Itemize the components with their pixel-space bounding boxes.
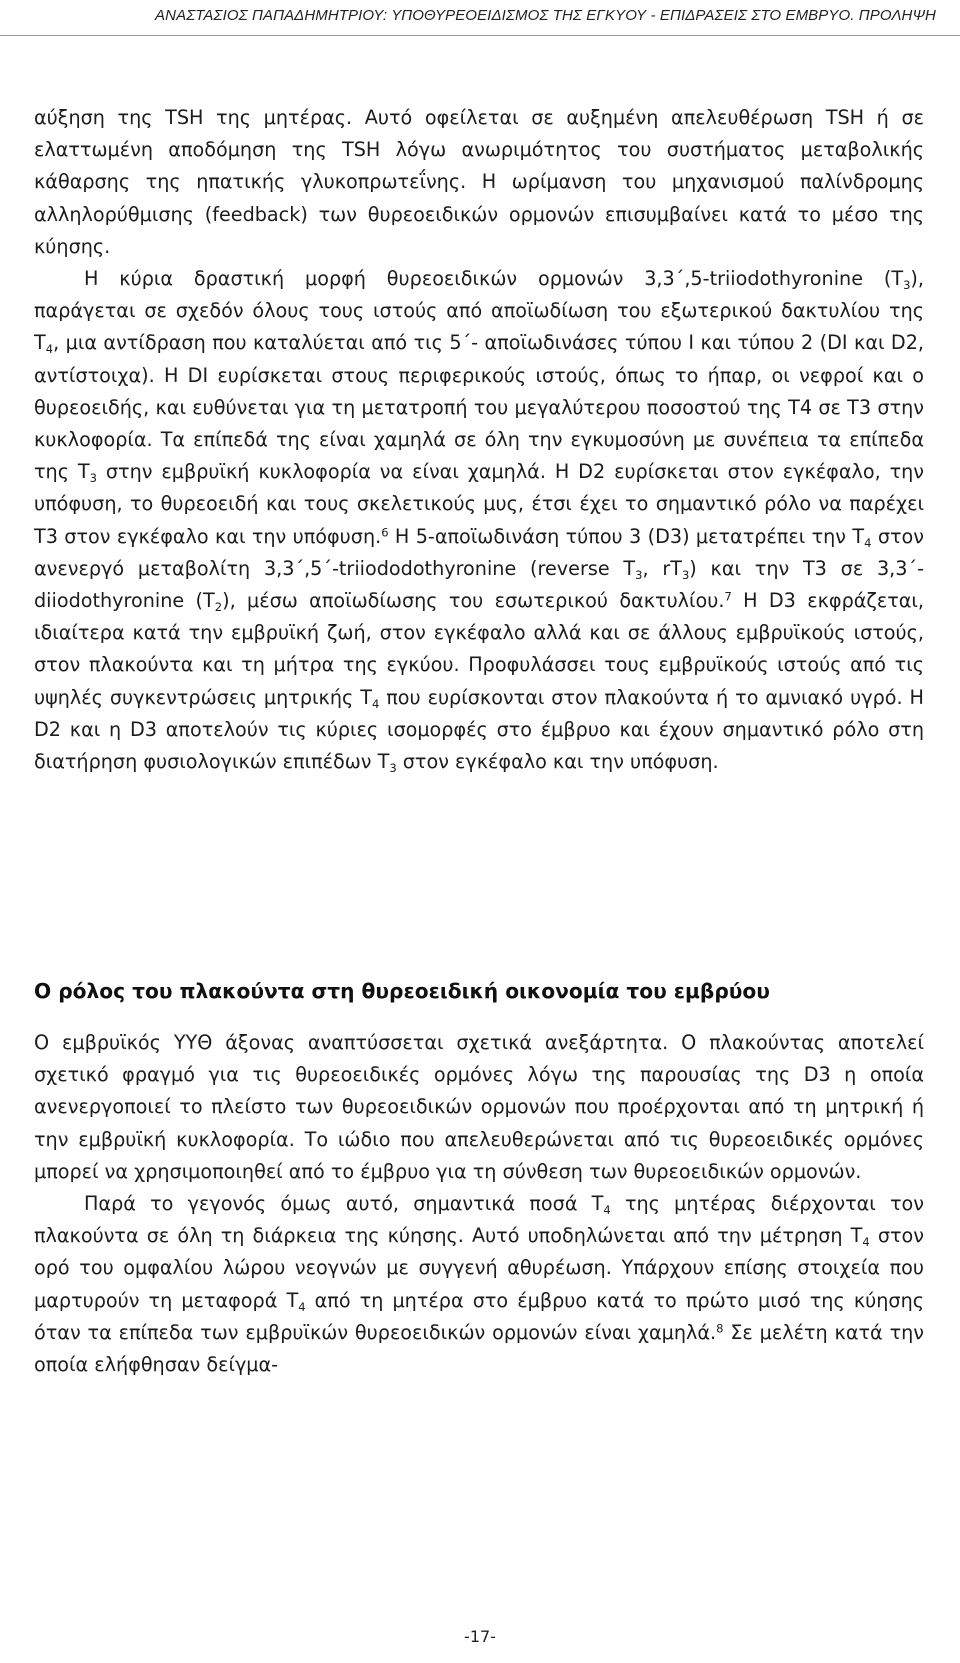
paragraph-maternal-t4-transfer [34, 1188, 924, 1381]
subscript: 4 [298, 1299, 306, 1314]
text-run: στον ορό του ομφαλίου λώρου νεογνών με συγγενή αθυρέωση. Υπάρχουν επίσης στοιχεία που μαρτυρούν τη μεταφορά T [34, 1224, 924, 1312]
text-run: στον ανενεργό μεταβολίτη 3,3΄,5΄-triiododothyronine (reverse T [34, 524, 924, 580]
text-run: , rT [642, 556, 682, 580]
header-rule [0, 35, 960, 36]
citation-8: 8 [716, 1321, 724, 1336]
subscript: 4 [862, 1235, 870, 1250]
subscript: 3 [681, 567, 690, 582]
paragraph-tsh-feedback: αύξηση της TSH της μητέρας. Αυτό οφείλεται σε αυξημένη απελευθέρωση TSH ή σε ελαττωμένη αποδόμηση της TSH λόγω ανωριμότητος του συστήματος μεταβολικής κάθαρσης της ηπατικής γλυκοπρωτεΐνης. Η ωρίμανση του μηχανισμού παλίνδρομης αλληλορύθμισης (feedback) των θυρεοειδικών ορμονών επισυμβαίνει κατά το μέσο της κύησης. [34, 106, 924, 258]
subscript: 3 [903, 278, 911, 293]
paragraph-placenta-barrier: Ο εμβρυϊκός ΥΥΘ άξονας αναπτύσσεται σχετικά ανεξάρτητα. Ο πλακούντας αποτελεί σχετικό φραγμό για τις θυρεοειδικές ορμόνες λόγω της παρουσίας της D3 η οποία ανενεργοποιεί το πλείστο των θυρεοειδικών ορμονών που προέρχονται από τη μητρική ή την εμβρυϊκή κυκλοφορία. Το ιώδιο που απελευθερώνεται από τις θυρεοειδικές ορμόνες μπορεί να χρησιμοποιηθεί από το έμβρυο για τη σύνθεση των θυρεοειδικών ορμονών. [34, 1031, 924, 1183]
page-number: -17- [464, 1627, 496, 1646]
text-run: που ευρίσκονται στον πλακούντα ή το αμνιακό υγρό. Η D2 και η D3 αποτελούν τις κύριες ισομορφές στο έμβρυο και έχουν σημαντικό ρόλο στη διατήρηση φυσιολογικών επιπέδων T [34, 685, 924, 774]
text-run: ), παράγεται σε σχεδόν όλους τους ιστούς από αποϊωδίωση του εξωτερικού δακτυλίου της T [34, 267, 924, 355]
running-header: ΑΝΑΣΤΑΣΙΟΣ ΠΑΠΑΔΗΜΗΤΡΙΟΥ: ΥΠΟΘΥΡΕΟΕΙΔΙΣΜΟΣ ΤΗΣ ΕΓΚΥΟΥ - ΕΠΙΔΡΑΣΕΙΣ ΣΤΟ ΕΜΒΡΥΟ. ΠΡΟΛΗΨΗ [155, 7, 936, 24]
subscript: 2 [214, 600, 223, 615]
citation-7: 7 [724, 589, 732, 604]
subscript: 3 [635, 567, 643, 582]
subscript: 4 [45, 342, 54, 357]
text-run: Η 5-αποϊωδινάση τύπου 3 (D3) μετατρέπει την T [388, 524, 865, 548]
subscript: 4 [603, 1203, 611, 1218]
text-run: Παρά το γεγονός όμως αυτό, σημαντικά ποσά T [84, 1192, 604, 1216]
text-run: στον εγκέφαλο και την υπόφυση. [396, 750, 719, 774]
text-run: Η κύρια δραστική μορφή θυρεοειδικών ορμονών 3,3΄,5-triiodothyronine (T [84, 267, 904, 291]
text-run: ), μέσω αποϊωδίωσης του εσωτερικού δακτυλίου. [222, 589, 725, 613]
citation-6: 6 [381, 525, 389, 540]
text-run: Η D3 εκφράζεται, ιδιαίτερα κατά την εμβρυϊκή ζωή, στον εγκέφαλο αλλά και σε άλλους εμβρυϊκούς ιστούς, στον πλακούντα και τη μήτρα της εγκύου. Προφυλάσσει τους εμβρυϊκούς ιστούς από τις υψηλές συγκεντρώσεις μητρικής T [34, 589, 924, 709]
paragraph-deiodinases [34, 263, 924, 778]
subscript: 4 [864, 535, 872, 550]
text-run: ) και την T3 σε 3,3΄-diiodothyronine (T [34, 556, 925, 613]
text-run: Σε μελέτη κατά την οποία ελήφθησαν δείγμα- [34, 1320, 924, 1377]
text-run: της μητέρας διέρχονται τον πλακούντα σε όλη τη διάρκεια της κύησης. Αυτό υποδηλώνεται από την μέτρηση T [34, 1192, 924, 1248]
body-text-top [34, 102, 924, 778]
text-run: από τη μητέρα στο έμβρυο κατά το πρώτο μισό της κύησης όταν τα επίπεδα των εμβρυϊκών θυρεοειδικών ορμονών είναι χαμηλά. [34, 1288, 924, 1344]
subscript: 4 [371, 696, 380, 711]
text-run: στην εμβρυϊκή κυκλοφορία να είναι χαμηλά. Η D2 ευρίσκεται στον εγκέφαλο, την υπόφυση, το θυρεοειδή και τους σκελετικούς μυς, έτσι έχει το σημαντικό ρόλο να παρέχει T3 στον εγκέφαλο και την υπόφυση. [34, 460, 925, 548]
subscript: 3 [389, 761, 397, 776]
section-heading: Ο ρόλος του πλακούντα στη θυρεοειδική οικονομία του εμβρύου [34, 979, 770, 1003]
text-run: , μια αντίδραση που καταλύεται από τις 5΄- αποϊωδινάσες τύπου Ι και τύπου 2 (DI και D2, αντίστοιχα). Η DI ευρίσκεται στους περιφερικούς ιστούς, όπως το ήπαρ, οι νεφροί και ο θυρεοειδής, και ευθύνεται για τη μετατροπή του μεγαλύτερου ποσοστού της T4 σε T3 στην κυκλοφορία. Τα επίπεδά της είναι χαμηλά σε όλη την εγκυμοσύνη με συνέπεια τα επίπεδα της T [34, 331, 924, 484]
subscript: 3 [89, 471, 97, 486]
body-text-section [34, 1027, 924, 1381]
